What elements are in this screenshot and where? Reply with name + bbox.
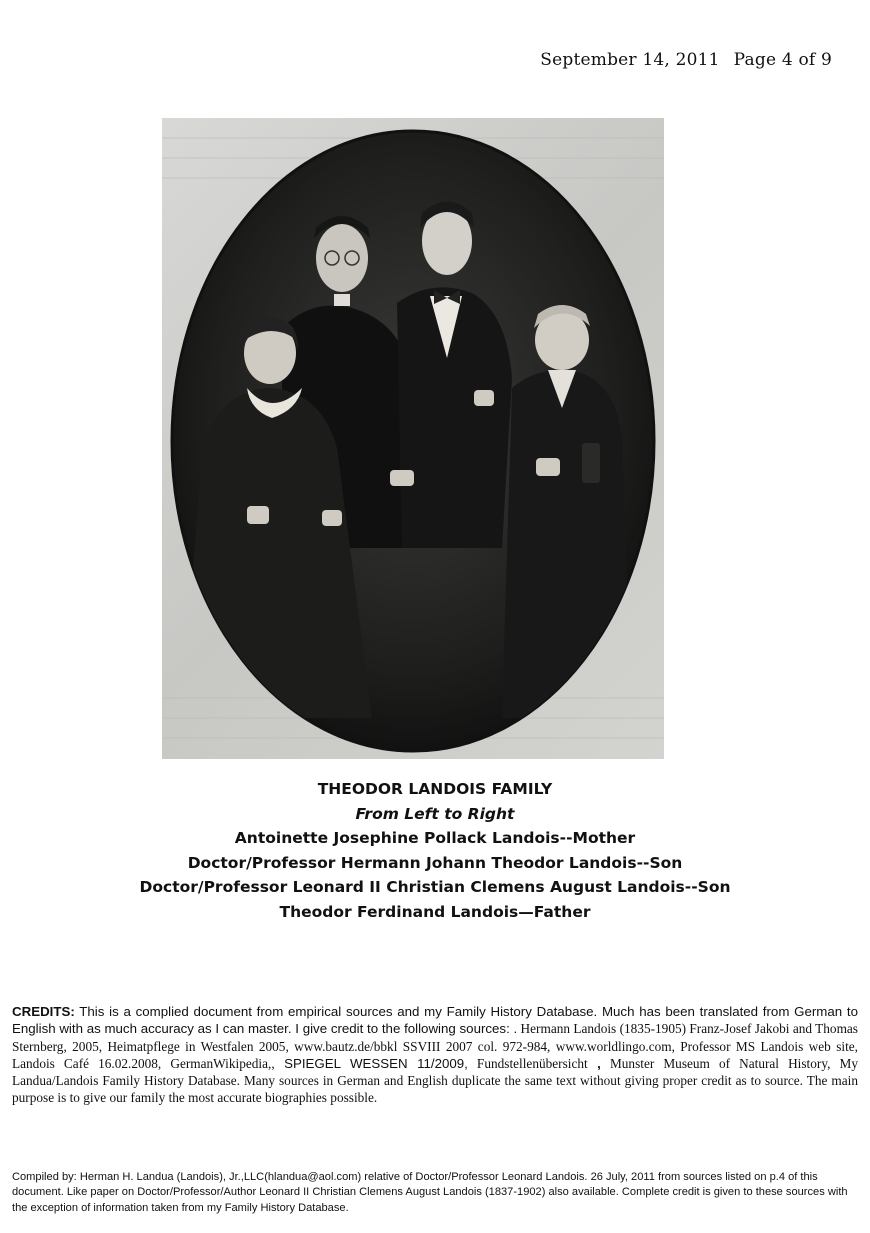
header-date: September 14, 2011 — [540, 50, 720, 70]
family-portrait-photo — [162, 118, 664, 759]
caption-line-son-hermann: Doctor/Professor Hermann Johann Theodor Landois--Son — [187, 853, 683, 872]
credits-spiegel: SPIEGEL WESSEN 11/2009, — [274, 1055, 468, 1071]
caption-line-son-leonard: Doctor/Professor Leonard II Christian Clemens August Landois--Son — [139, 878, 731, 896]
caption-subtitle: From Left to Right — [355, 804, 515, 823]
credits-lead: CREDITS: — [12, 1004, 75, 1019]
credits-fundstellen: Fundstellenübersicht — [467, 1055, 588, 1071]
credits-sources: Hermann Landois (1835-1905) Franz-Josef Jakobi and Thomas Sternberg, 2005, Heimatpflege in Westfalen 2005, www.bautz.de/bbkl SSVIII 2007 col. 972-984, www.worldlingo.com, Professor MS Landois web site, Landois Café 16.02.2008, GermanWikipedia,, — [12, 1021, 858, 1071]
header-page-number: Page 4 of 9 — [733, 50, 832, 70]
page-header — [540, 50, 832, 70]
caption-line-mother: Antoinette Josephine Pollack Landois--Mother — [234, 829, 636, 847]
caption-line-father: Theodor Ferdinand Landois—Father — [279, 902, 591, 921]
credits-closing: Munster Museum of Natural History, My Landua/Landois Family History Database. Many sources in German and English duplicate the same text without giving proper credit as to source. The main purpose is to give our family the most accurate biographies possible. — [12, 1055, 858, 1106]
photo-caption — [0, 777, 870, 924]
credits-intro: This is a complied document from empirical sources and my Family History Database. Much has been translated from German to English with as much accuracy as I can master. I give credit to the following sources: . — [12, 1004, 858, 1037]
portrait-illustration — [162, 118, 664, 759]
compiled-by-note: Compiled by: Herman H. Landua (Landois), Jr.,LLC(hlandua@aol.com) relative of Doctor/Professor Leonard Landois. 26 July, 2011 from sources listed on p.4 of this document. Like paper on Doctor/Professor/Author Leonard II Christian Clemens August Landois (1837-1902) also available. Complete credit is given to these sources with the exception of information taken from my Family History Database. — [12, 1171, 848, 1214]
credits-paragraph — [12, 1003, 858, 1107]
caption-title: THEODOR LANDOIS FAMILY — [317, 780, 553, 798]
credits-comma: , — [587, 1055, 601, 1071]
